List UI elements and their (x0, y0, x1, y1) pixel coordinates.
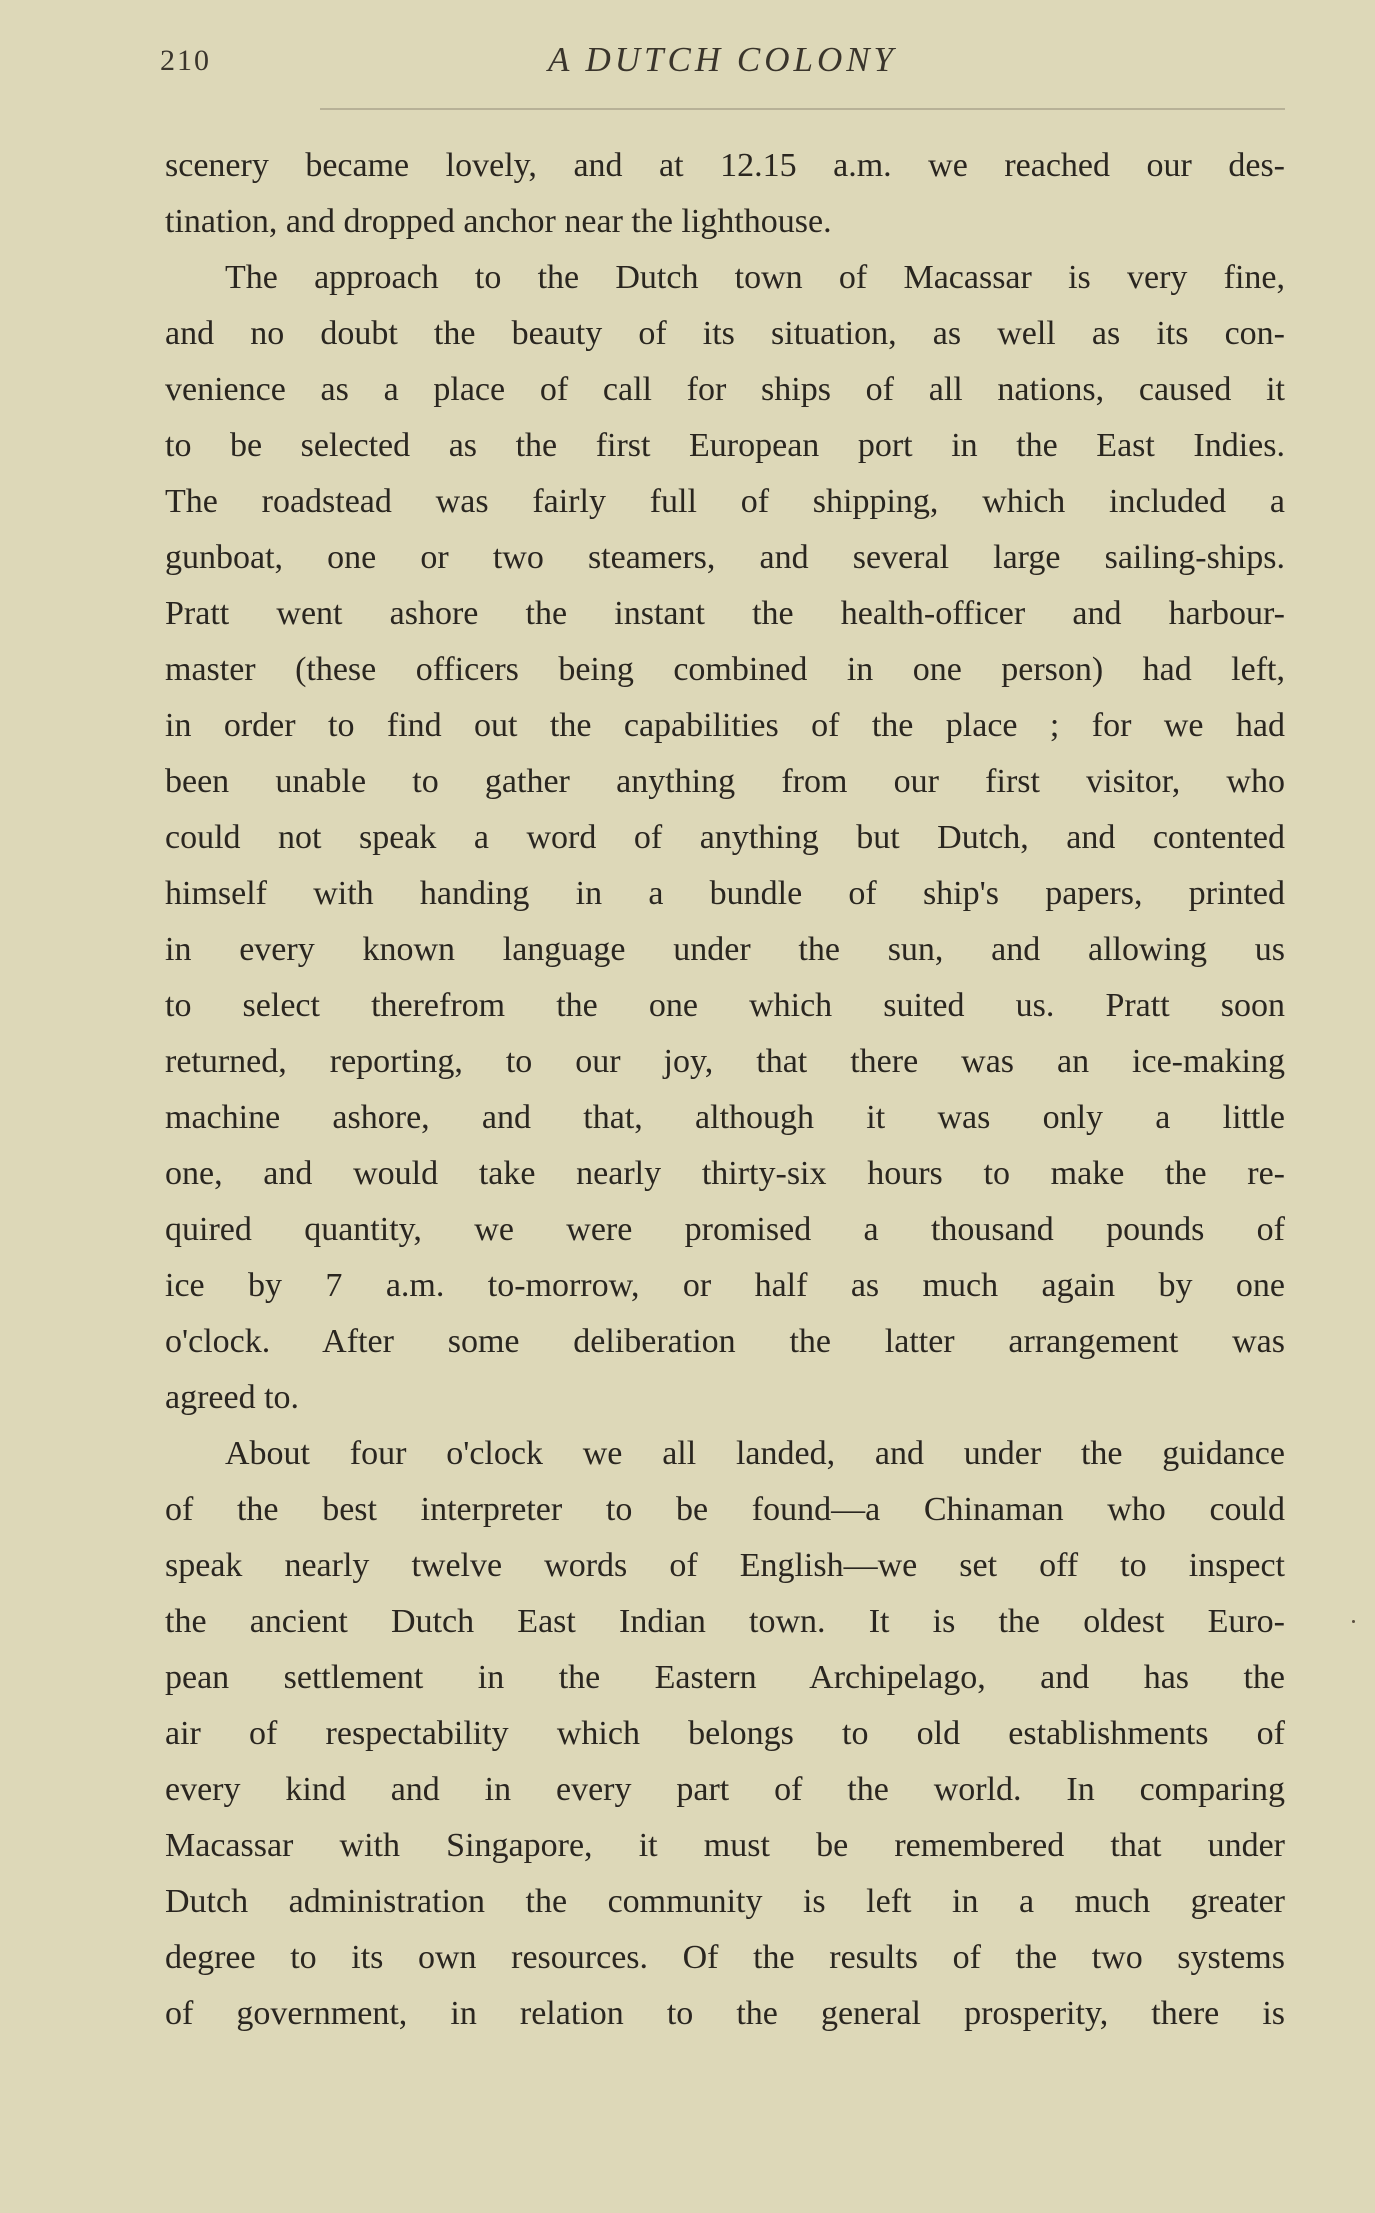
text-line: in order to find out the capabilities of the place ; for we had (165, 707, 1285, 744)
body-text (165, 138, 1285, 2042)
text-line: himself with handing in a bundle of ship's papers, printed (165, 875, 1285, 912)
text-line: the ancient Dutch East Indian town. It is the oldest Euro- (165, 1603, 1285, 1640)
text-line: to be selected as the first European port in the East Indies. (165, 427, 1285, 464)
text-line: gunboat, one or two steamers, and several large sailing-ships. (165, 539, 1285, 576)
text-line: o'clock. After some deliberation the latter arrangement was (165, 1323, 1285, 1360)
text-line: venience as a place of call for ships of all nations, caused it (165, 371, 1285, 408)
text-line: master (these officers being combined in one person) had left, (165, 651, 1285, 688)
text-line: returned, reporting, to our joy, that there was an ice-making (165, 1043, 1285, 1080)
text-line: been unable to gather anything from our first visitor, who (165, 763, 1285, 800)
text-line: to select therefrom the one which suited us. Pratt soon (165, 987, 1285, 1024)
text-line: Dutch administration the community is left in a much greater (165, 1883, 1285, 1920)
page-number: 210 (160, 44, 211, 77)
text-line: every kind and in every part of the world. In comparing (165, 1771, 1285, 1808)
text-line: air of respectability which belongs to old establishments of (165, 1715, 1285, 1752)
text-line: tination, and dropped anchor near the lighthouse. (165, 203, 832, 240)
text-line: degree to its own resources. Of the results of the two systems (165, 1939, 1285, 1976)
text-line: agreed to. (165, 1379, 300, 1416)
text-line: pean settlement in the Eastern Archipelago, and has the (165, 1659, 1285, 1696)
text-line: ice by 7 a.m. to-morrow, or half as much again by one (165, 1267, 1285, 1304)
text-line: The approach to the Dutch town of Macassar is very fine, (225, 259, 1285, 296)
text-line: and no doubt the beauty of its situation, as well as its con- (165, 315, 1285, 352)
text-line: The roadstead was fairly full of shipping, which included a (165, 483, 1285, 520)
text-line: could not speak a word of anything but Dutch, and contented (165, 819, 1285, 856)
header-rule (320, 108, 1285, 110)
text-line: quired quantity, we were promised a thousand pounds of (165, 1211, 1285, 1248)
text-line: machine ashore, and that, although it was only a little (165, 1099, 1285, 1136)
text-line: scenery became lovely, and at 12.15 a.m. we reached our des- (165, 147, 1285, 184)
text-line: of the best interpreter to be found—a Chinaman who could (165, 1491, 1285, 1528)
text-line: one, and would take nearly thirty-six hours to make the re- (165, 1155, 1285, 1192)
running-head (160, 40, 1285, 80)
text-line: About four o'clock we all landed, and under the guidance (225, 1435, 1285, 1472)
text-line: Pratt went ashore the instant the health-officer and harbour- (165, 595, 1285, 632)
text-line: of government, in relation to the general prosperity, there is (165, 1995, 1285, 2032)
running-title: A DUTCH COLONY (547, 40, 898, 79)
margin-speck (1352, 1620, 1355, 1623)
text-line: Macassar with Singapore, it must be remembered that under (165, 1827, 1285, 1864)
text-line: speak nearly twelve words of English—we set off to inspect (165, 1547, 1285, 1584)
text-line: in every known language under the sun, and allowing us (165, 931, 1285, 968)
